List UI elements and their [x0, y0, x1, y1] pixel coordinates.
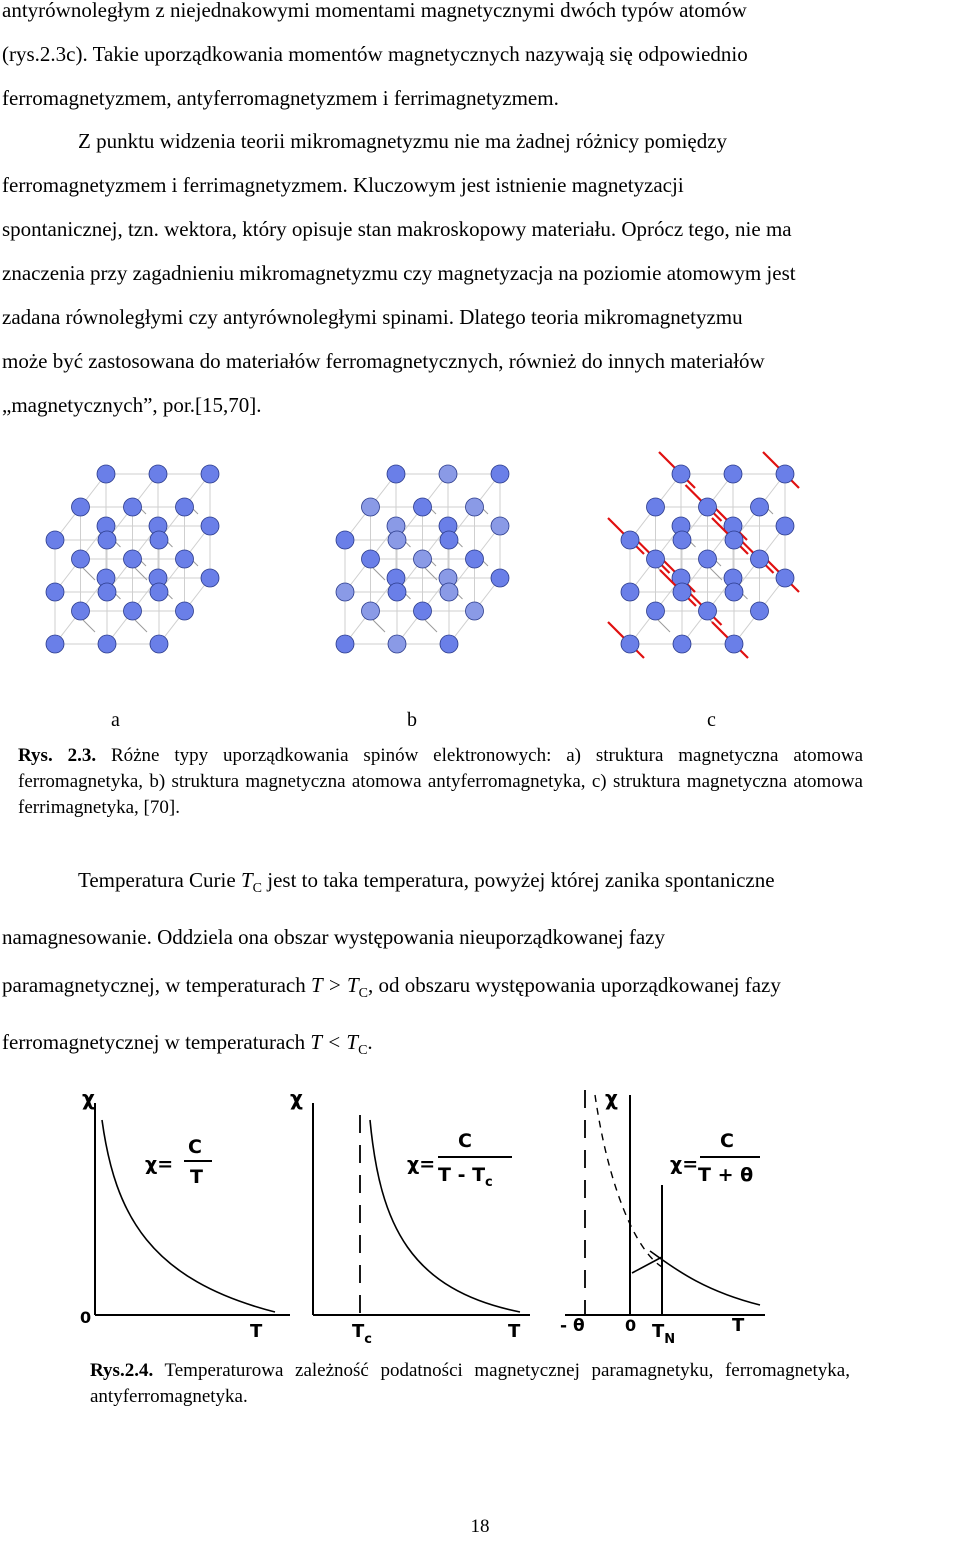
spin-arrow-small	[373, 620, 385, 632]
atom	[699, 550, 717, 568]
paragraph-2	[2, 119, 956, 427]
spin-arrow-small	[83, 568, 95, 580]
atom	[176, 550, 194, 568]
atom	[725, 635, 743, 653]
atom	[201, 465, 219, 483]
formula-denominator: T	[190, 1166, 203, 1188]
atom	[98, 583, 116, 601]
atom	[46, 635, 64, 653]
atom	[776, 517, 794, 535]
caption-text: Różne typy uporządkowania spinów elektronowych: a) struktura magnetyczna atomowa ferromagnetyka, b) struktura magnetyczna atomowa antyferromagnetyka, c) struktura magnetyczna atomowa ferrimagnetyka, [70].	[18, 745, 864, 818]
spin-arrow-small	[83, 620, 95, 632]
atom	[201, 569, 219, 587]
atom	[388, 583, 406, 601]
atom	[362, 550, 380, 568]
math-expression: T > T	[311, 973, 359, 997]
atom	[201, 517, 219, 535]
text-line: ferromagnetyzmem i ferrimagnetyzmem. Kluczowym jest istnienie magnetyzacji	[2, 173, 684, 197]
atom	[466, 550, 484, 568]
atom	[751, 602, 769, 620]
text-fragment: ferromagnetycznej w temperaturach	[2, 1030, 311, 1054]
text-line: znaczenia przy zagadnieniu mikromagnetyzmu czy magnetyzacja na poziomie atomowym jest	[2, 261, 796, 285]
atom	[621, 583, 639, 601]
text-line	[2, 1018, 956, 1075]
atom	[414, 498, 432, 516]
atom	[336, 531, 354, 549]
atom	[124, 550, 142, 568]
text-line	[2, 856, 956, 913]
atom	[466, 498, 484, 516]
atom	[388, 531, 406, 549]
figure-label-c: c	[707, 709, 716, 731]
curve-above-neel	[650, 1251, 760, 1305]
atom	[621, 635, 639, 653]
origin-label: 0	[625, 1316, 637, 1335]
y-axis-label: χ	[290, 1086, 303, 1110]
atom	[440, 531, 458, 549]
atom	[725, 531, 743, 549]
atom	[387, 465, 405, 483]
atom	[673, 531, 691, 549]
atom	[124, 602, 142, 620]
paragraph-3	[2, 856, 956, 1075]
text-line: spontanicznej, tzn. wektora, który opisuje stan makroskopowy materiału. Oprócz tego, nie ma	[2, 217, 792, 241]
x-axis-label: T	[508, 1321, 521, 1342]
formula-numerator: C	[720, 1130, 734, 1152]
math-subscript: C	[358, 986, 369, 1001]
atom	[673, 583, 691, 601]
atom	[149, 465, 167, 483]
spin-arrow-small	[425, 620, 437, 632]
atom	[362, 602, 380, 620]
atom	[72, 550, 90, 568]
caption-label: Rys. 2.3.	[18, 745, 97, 766]
text-line: ferromagnetyzmem, antyferromagnetyzmem i ferrimagnetyzmem.	[2, 86, 559, 110]
plot-antiferromagnet	[560, 1086, 765, 1347]
atom	[336, 583, 354, 601]
atom	[699, 498, 717, 516]
atom	[672, 465, 690, 483]
atom	[150, 635, 168, 653]
plot-paramagnet	[80, 1086, 290, 1342]
atom	[440, 583, 458, 601]
text-fragment: paramagnetycznej, w temperaturach	[2, 973, 312, 997]
atom	[751, 498, 769, 516]
figure-label-a: a	[111, 709, 120, 731]
atom	[98, 531, 116, 549]
formula-lhs: χ=	[407, 1153, 436, 1175]
page-number: 18	[470, 1516, 490, 1537]
curve-dashed-extrapolation	[595, 1095, 662, 1267]
atom	[647, 498, 665, 516]
text-line: „magnetycznych”, por.[15,70].	[2, 393, 262, 417]
curie-temp-label: $T_c$	[352, 1321, 372, 1347]
atom	[72, 602, 90, 620]
atom	[776, 465, 794, 483]
atom	[491, 569, 509, 587]
atom	[440, 635, 458, 653]
text-line: namagnesowanie. Oddziela ona obszar występowania nieuporządkowanej fazy	[2, 925, 665, 949]
caption-text: Temperaturowa zależność podatności magnetycznej paramagnetyku, ferromagnetyka, antyferromagnetyka.	[90, 1360, 850, 1407]
figure-caption-2-4	[90, 1358, 850, 1410]
spin-arrow-small	[373, 568, 385, 580]
atom	[414, 550, 432, 568]
atom	[150, 531, 168, 549]
formula-lhs: χ=	[670, 1153, 699, 1175]
math-expression: T < T	[310, 1030, 359, 1054]
math-subscript: C	[358, 1043, 368, 1058]
atom	[72, 498, 90, 516]
math-symbol: T	[240, 868, 253, 892]
figure-spin-lattices	[0, 440, 960, 700]
atom	[491, 465, 509, 483]
curve-curie-weiss	[370, 1120, 520, 1312]
text-fragment: Temperatura Curie	[78, 868, 241, 892]
atom	[362, 498, 380, 516]
atom	[98, 635, 116, 653]
text-fragment: .	[367, 1030, 373, 1054]
atom	[673, 635, 691, 653]
formula-numerator: C	[188, 1136, 202, 1158]
atom	[725, 583, 743, 601]
atom	[776, 569, 794, 587]
text-line: zadana równoległymi czy antyrównoległymi spinami. Dlatego teoria mikromagnetyzmu	[2, 305, 743, 329]
figure-label-b: b	[407, 709, 417, 731]
figure-susceptibility-plots	[60, 1075, 800, 1350]
atom	[647, 550, 665, 568]
atom	[751, 550, 769, 568]
atom	[124, 498, 142, 516]
spin-arrow-small	[658, 620, 670, 632]
x-axis-label: T	[250, 1321, 263, 1342]
atom	[176, 498, 194, 516]
text-fragment: , od obszaru występowania uporządkowanej fazy	[368, 973, 781, 997]
neel-temp-label: $T_N$	[652, 1321, 676, 1347]
formula-denominator: T + θ	[698, 1164, 754, 1186]
math-subscript: C	[252, 881, 262, 896]
curve-below-neel	[632, 1257, 662, 1273]
atom	[150, 583, 168, 601]
atom	[97, 465, 115, 483]
text-line: Z punktu widzenia teorii mikromagnetyzmu nie ma żadnej różnicy pomiędzy	[78, 129, 728, 153]
atom	[724, 465, 742, 483]
text-fragment: jest to taka temperatura, powyżej której zanika spontaniczne	[262, 868, 775, 892]
text-line: może być zastosowana do materiałów ferromagnetycznych, również do innych materiałów	[2, 349, 765, 373]
caption-label: Rys.2.4.	[90, 1360, 154, 1381]
text-line: antyrównoległym z niejednakowymi momentami magnetycznymi dwóch typów atomów	[2, 0, 747, 22]
atom	[176, 602, 194, 620]
formula-denominator: T - $T_c$	[438, 1164, 493, 1190]
formula-lhs: χ=	[145, 1153, 174, 1175]
atom	[491, 517, 509, 535]
atom	[46, 531, 64, 549]
atom	[621, 531, 639, 549]
plot-ferromagnet	[290, 1086, 530, 1347]
theta-label: - θ	[560, 1316, 585, 1336]
atom	[414, 602, 432, 620]
paragraph-1	[2, 0, 956, 120]
formula-numerator: C	[458, 1130, 472, 1152]
text-line: (rys.2.3c). Takie uporządkowania momentów magnetycznych nazywają się odpowiednio	[2, 42, 748, 66]
atom	[336, 635, 354, 653]
atom	[388, 635, 406, 653]
atom	[466, 602, 484, 620]
atom	[46, 583, 64, 601]
y-axis-label: χ	[82, 1086, 95, 1110]
text-line	[2, 961, 956, 1018]
atom	[647, 602, 665, 620]
origin-label: 0	[80, 1308, 92, 1327]
atom	[699, 602, 717, 620]
atom	[439, 465, 457, 483]
y-axis-label: χ	[605, 1086, 618, 1110]
spin-arrow-small	[135, 620, 147, 632]
figure-caption-2-3	[18, 743, 863, 821]
x-axis-label: T	[732, 1315, 745, 1336]
